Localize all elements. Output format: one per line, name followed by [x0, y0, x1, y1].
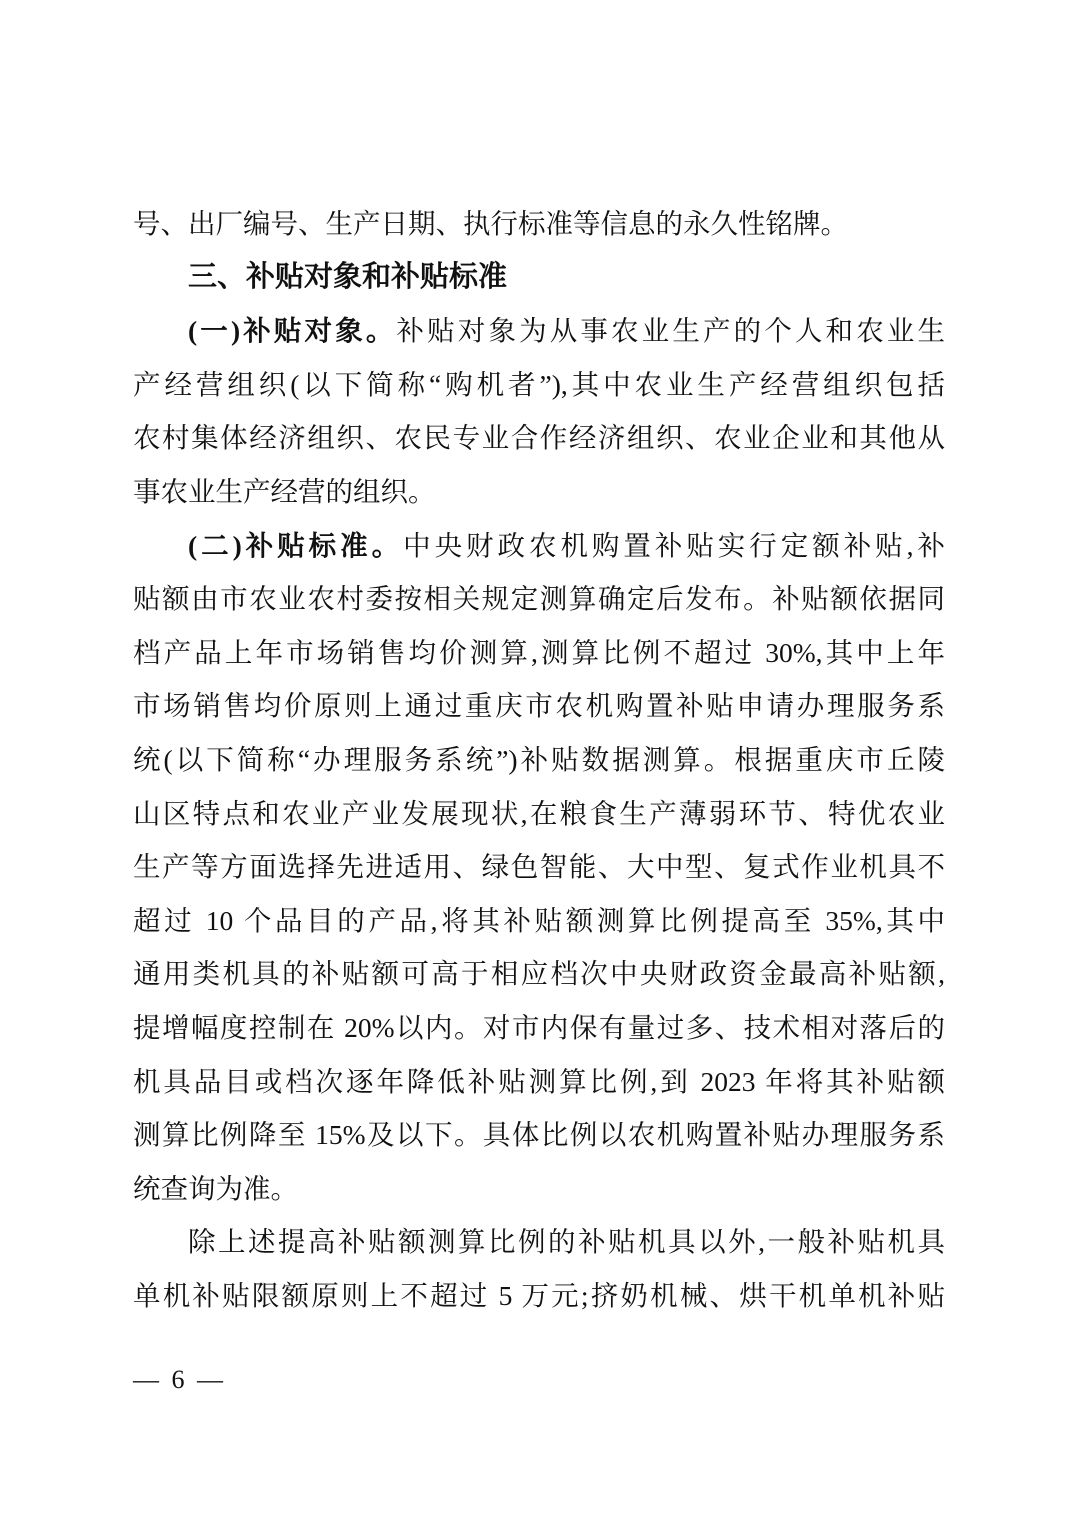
body-line	[133, 304, 945, 358]
clause-label: (二)补贴标准。	[188, 529, 404, 561]
body-line: 除上述提高补贴额测算比例的补贴机具以外,一般补贴机具	[188, 1226, 945, 1258]
body-line: 超过 10 个品目的产品,将其补贴额测算比例提高至 35%,其中	[133, 904, 945, 936]
body-line: 档产品上年市场销售均价测算,测算比例不超过 30%,其中上年	[133, 636, 945, 668]
page-number: — 6 —	[133, 1365, 226, 1394]
body-line: 提增幅度控制在 20%以内。对市内保有量过多、技术相对落后的	[133, 1011, 945, 1043]
body-line: 测算比例降至 15%及以下。具体比例以农机购置补贴办理服务系	[133, 1119, 945, 1151]
body-line: 山区特点和农业产业发展现状,在粮食生产薄弱环节、特优农业	[133, 797, 945, 829]
body-line: 统(以下简称“办理服务系统”)补贴数据测算。根据重庆市丘陵	[133, 743, 945, 775]
body-text: 中央财政农机购置补贴实行定额补贴,补	[403, 529, 945, 561]
body-line: 统查询为准。	[133, 1172, 298, 1204]
body-line: 事农业生产经营的组织。	[133, 475, 436, 507]
document-body	[133, 197, 945, 1322]
body-line: 通用类机具的补贴额可高于相应档次中央财政资金最高补贴额,	[133, 958, 945, 990]
section-heading: 三、补贴对象和补贴标准	[188, 260, 508, 293]
clause-label: (一)补贴对象。	[188, 315, 397, 347]
body-line: 产经营组织(以下简称“购机者”),其中农业生产经营组织包括	[133, 368, 945, 400]
body-line: 机具品目或档次逐年降低补贴测算比例,到 2023 年将其补贴额	[133, 1065, 945, 1097]
body-line	[133, 519, 945, 573]
body-line: 市场销售均价原则上通过重庆市农机购置补贴申请办理服务系	[133, 690, 945, 722]
body-line: 单机补贴限额原则上不超过 5 万元;挤奶机械、烘干机单机补贴	[133, 1279, 945, 1311]
body-text: 补贴对象为从事农业生产的个人和农业生	[396, 315, 945, 347]
body-line: 号、出厂编号、生产日期、执行标准等信息的永久性铭牌。	[133, 208, 848, 239]
page-footer	[133, 1360, 226, 1400]
body-line: 贴额由市农业农村委按相关规定测算确定后发布。补贴额依据同	[133, 583, 945, 615]
body-line: 生产等方面选择先进适用、绿色智能、大中型、复式作业机具不	[133, 851, 945, 883]
body-line: 农村集体经济组织、农民专业合作经济组织、农业企业和其他从	[133, 422, 945, 454]
